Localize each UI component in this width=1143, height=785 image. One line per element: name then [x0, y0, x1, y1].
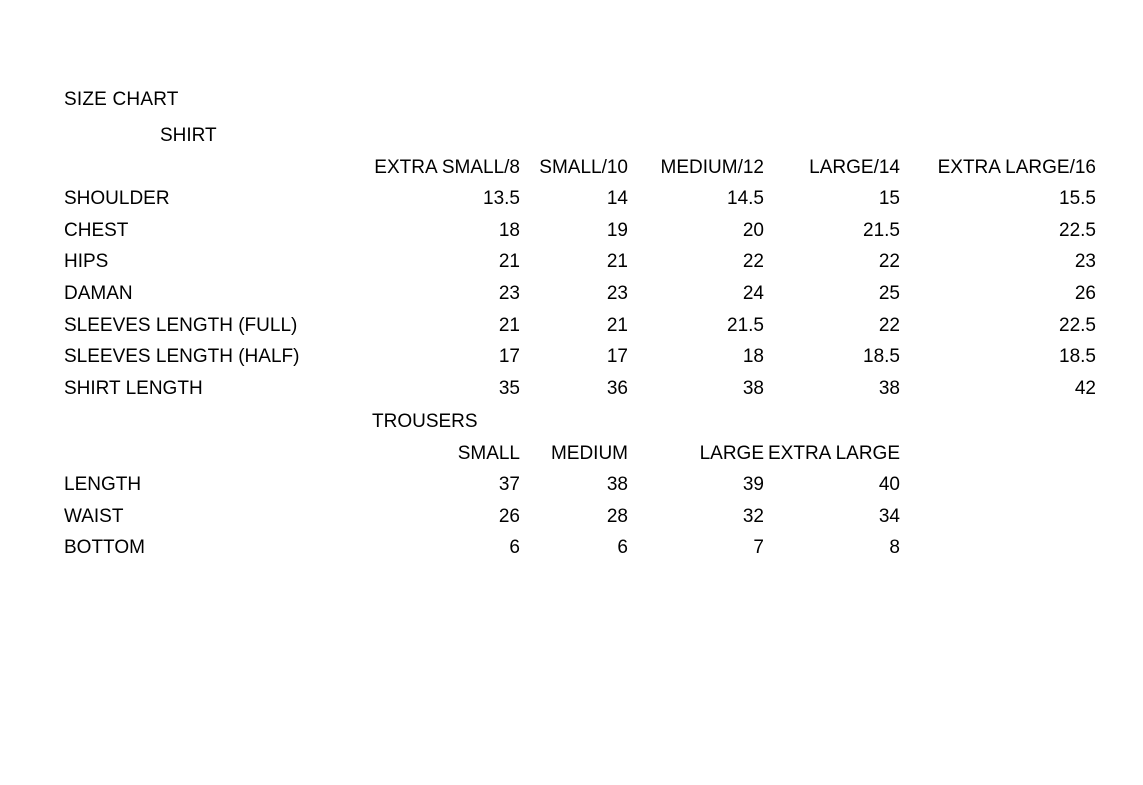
cell-value: 23 — [498, 282, 520, 304]
cell-value: 15.5 — [1059, 188, 1096, 210]
cell-value: 26 — [498, 505, 520, 527]
section-header-trousers: TROUSERS — [372, 411, 478, 432]
table-row — [64, 215, 1096, 247]
page-title: SIZE CHART — [64, 89, 179, 110]
cell-value: 21.5 — [863, 219, 900, 241]
table-row — [64, 341, 1096, 373]
column-header: SMALL/10 — [539, 156, 628, 178]
trousers-size-table — [64, 406, 1096, 564]
cell-value: 37 — [498, 474, 520, 496]
row-label: LENGTH — [64, 474, 142, 496]
cell-value: 22 — [878, 251, 900, 273]
cell-value: 21 — [606, 314, 628, 336]
cell-value: 36 — [606, 377, 628, 399]
cell-value: 14 — [606, 188, 628, 210]
cell-value: 18 — [742, 346, 764, 368]
column-header: MEDIUM/12 — [660, 156, 764, 178]
cell-value: 35 — [498, 377, 520, 399]
cell-value: 17 — [606, 346, 628, 368]
row-label: DAMAN — [64, 282, 133, 304]
cell-value: 18.5 — [863, 346, 900, 368]
table-row-section — [64, 406, 1096, 438]
column-header: LARGE — [699, 442, 764, 464]
table-row — [64, 183, 1096, 215]
cell-value: 22 — [878, 314, 900, 336]
column-header: EXTRA SMALL/8 — [374, 156, 520, 178]
cell-value: 32 — [742, 505, 764, 527]
table-row — [64, 278, 1096, 310]
column-header: EXTRA LARGE — [768, 442, 900, 464]
cell-value: 20 — [742, 219, 764, 241]
table-row-section — [64, 120, 1096, 152]
cell-value: 38 — [742, 377, 764, 399]
cell-value: 18 — [498, 219, 520, 241]
cell-value: 23 — [606, 282, 628, 304]
cell-value: 22 — [742, 251, 764, 273]
cell-value: 7 — [753, 537, 764, 559]
section-header-shirt: SHIRT — [160, 125, 217, 146]
cell-value: 23 — [1074, 251, 1096, 273]
table-row — [64, 501, 1096, 533]
row-label: BOTTOM — [64, 537, 145, 559]
row-label: SLEEVES LENGTH (HALF) — [64, 346, 300, 368]
cell-value: 21 — [498, 314, 520, 336]
cell-value: 24 — [742, 282, 764, 304]
column-header: EXTRA LARGE/16 — [937, 156, 1096, 178]
shirt-size-table — [64, 120, 1096, 404]
row-label: SHOULDER — [64, 188, 170, 210]
column-header: SMALL — [457, 442, 520, 464]
table-row — [64, 310, 1096, 342]
table-row-header — [64, 152, 1096, 184]
column-header: MEDIUM — [550, 442, 628, 464]
cell-value: 17 — [498, 346, 520, 368]
table-row — [64, 246, 1096, 278]
cell-value: 26 — [1074, 282, 1096, 304]
cell-value: 38 — [878, 377, 900, 399]
cell-value: 25 — [878, 282, 900, 304]
row-label: CHEST — [64, 219, 129, 241]
cell-value: 34 — [878, 505, 900, 527]
row-label: WAIST — [64, 505, 124, 527]
cell-value: 21 — [498, 251, 520, 273]
cell-value: 13.5 — [483, 188, 520, 210]
cell-value: 21.5 — [727, 314, 764, 336]
table-row — [64, 469, 1096, 501]
cell-value: 14.5 — [727, 188, 764, 210]
table-row — [64, 532, 1096, 564]
cell-value: 19 — [606, 219, 628, 241]
cell-value: 38 — [606, 474, 628, 496]
table-row-header — [64, 438, 1096, 470]
table-row — [64, 373, 1096, 405]
cell-value: 8 — [889, 537, 900, 559]
row-label: HIPS — [64, 251, 109, 273]
row-label: SHIRT LENGTH — [64, 377, 203, 399]
cell-value: 22.5 — [1059, 314, 1096, 336]
cell-value: 42 — [1074, 377, 1096, 399]
cell-value: 6 — [509, 537, 520, 559]
column-header: LARGE/14 — [809, 156, 900, 178]
row-label: SLEEVES LENGTH (FULL) — [64, 314, 298, 336]
cell-value: 18.5 — [1059, 346, 1096, 368]
cell-value: 22.5 — [1059, 219, 1096, 241]
cell-value: 28 — [606, 505, 628, 527]
cell-value: 40 — [878, 474, 900, 496]
cell-value: 39 — [742, 474, 764, 496]
cell-value: 6 — [617, 537, 628, 559]
cell-value: 15 — [878, 188, 900, 210]
cell-value: 21 — [606, 251, 628, 273]
